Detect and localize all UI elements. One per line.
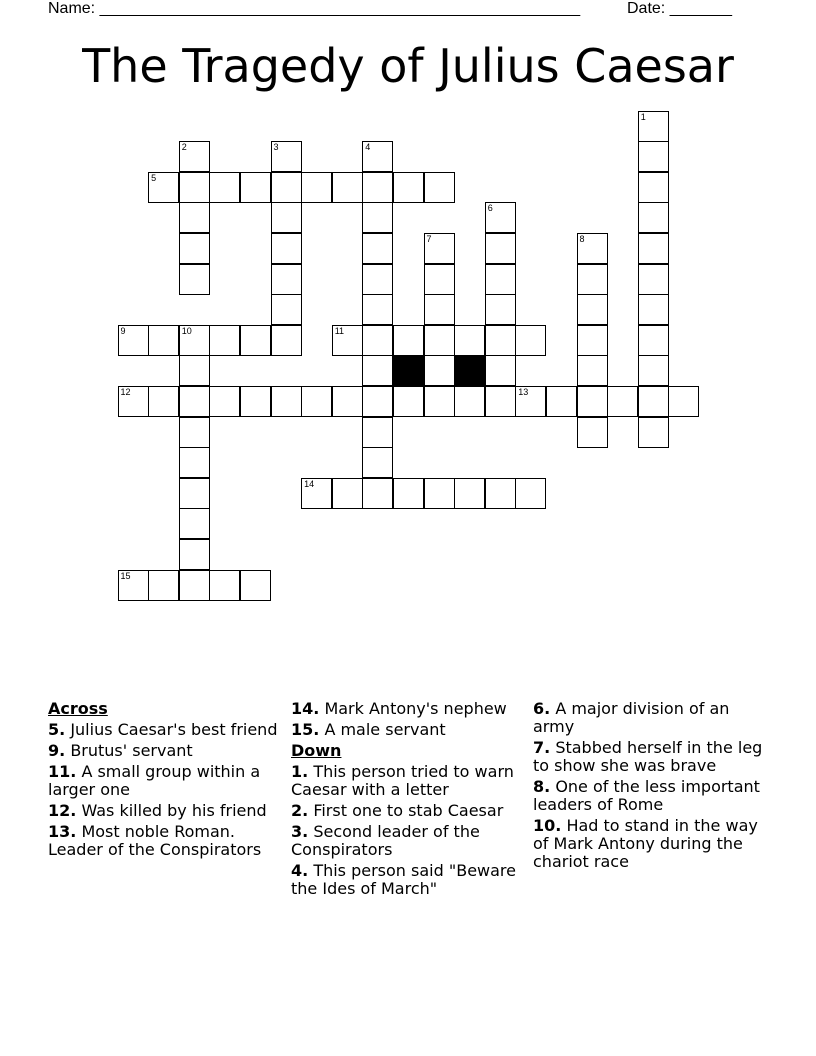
grid-cell[interactable] [577,264,608,295]
clue-down-4: 4. This person said "Beware the Ides of March" [291,861,516,898]
grid-cell[interactable] [179,355,210,386]
grid-cell[interactable] [240,325,271,356]
grid-cell[interactable] [271,141,302,172]
grid-cell[interactable] [638,355,669,386]
grid-cell[interactable] [209,570,240,601]
grid-cell[interactable] [148,570,179,601]
grid-cell[interactable] [179,325,210,356]
clue-down-2: 2. First one to stab Caesar [291,801,504,820]
clue-down-1: 1. This person tried to warn Caesar with a letter [291,762,514,799]
grid-cell[interactable] [424,386,455,417]
grid-cell[interactable] [424,478,455,509]
grid-cell[interactable] [209,325,240,356]
grid-cell[interactable] [454,325,485,356]
grid-cell[interactable] [179,570,210,601]
grid-cell[interactable] [607,386,638,417]
grid-cell[interactable] [454,478,485,509]
clue-across-9: 9. Brutus' servant [48,741,193,760]
clue-down-8: 8. One of the less important leaders of Rome [533,777,760,814]
grid-cell[interactable] [362,202,393,233]
across-heading: Across [48,699,108,718]
grid-cell[interactable] [638,172,669,203]
grid-cell[interactable] [148,386,179,417]
date-field[interactable]: Date: _______ [627,0,732,17]
down-heading: Down [291,741,342,760]
clue-across-12: 12. Was killed by his friend [48,801,267,820]
clue-column-3 [533,700,769,874]
grid-cell[interactable] [209,386,240,417]
grid-cell[interactable] [362,417,393,448]
clue-number: 2 [181,142,187,153]
grid-cell[interactable] [424,355,455,386]
grid-cell[interactable] [638,141,669,172]
grid-cell[interactable] [271,172,302,203]
grid-cell[interactable] [332,172,363,203]
grid-cell[interactable] [179,264,210,295]
grid-cell[interactable] [362,172,393,203]
clue-down-10: 10. Had to stand in the way of Mark Antony during the chariot race [533,816,758,871]
clue-number: 12 [120,386,131,397]
grid-cell[interactable] [362,294,393,325]
name-field[interactable]: Name: ______________________________________________________ [48,0,581,17]
grid-cell[interactable] [301,478,332,509]
grid-cell[interactable] [179,233,210,264]
grid-cell[interactable] [515,386,546,417]
grid-cell[interactable] [424,172,455,203]
grid-cell[interactable] [332,325,363,356]
grid-cell[interactable] [638,233,669,264]
clue-column-2 [291,700,527,901]
grid-cell[interactable] [301,386,332,417]
grid-cell[interactable] [485,233,516,264]
clue-across-13: 13. Most noble Roman. Leader of the Conspirators [48,822,262,859]
grid-cell[interactable] [638,294,669,325]
clue-down-7: 7. Stabbed herself in the leg to show she was brave [533,738,763,775]
grid-cell[interactable] [362,264,393,295]
grid-cell[interactable] [577,294,608,325]
grid-cell[interactable] [240,570,271,601]
clue-number: 13 [518,386,529,397]
grid-cell[interactable] [362,233,393,264]
grid-cell[interactable] [577,233,608,264]
grid-cell[interactable] [271,264,302,295]
grid-cell[interactable] [118,570,149,601]
grid-cell[interactable] [271,233,302,264]
grid-cell[interactable] [148,325,179,356]
grid-cell[interactable] [577,355,608,386]
grid-cell[interactable] [362,325,393,356]
grid-cell[interactable] [424,294,455,325]
black-cell [454,355,485,386]
grid-cell[interactable] [424,325,455,356]
clue-across-14: 14. Mark Antony's nephew [291,699,507,718]
grid-cell[interactable] [485,294,516,325]
grid-cell[interactable] [271,386,302,417]
grid-cell[interactable] [454,386,485,417]
clue-across-15: 15. A male servant [291,720,446,739]
grid-cell[interactable] [515,478,546,509]
grid-cell[interactable] [393,325,424,356]
black-cell [393,355,424,386]
grid-cell[interactable] [638,264,669,295]
clue-number: 8 [579,233,585,244]
grid-cell[interactable] [515,325,546,356]
grid-cell[interactable] [424,264,455,295]
grid-cell[interactable] [240,386,271,417]
clue-number: 9 [120,325,126,336]
grid-cell[interactable] [240,172,271,203]
clue-down-3: 3. Second leader of the Conspirators [291,822,480,859]
grid-cell[interactable] [362,141,393,172]
grid-cell[interactable] [179,172,210,203]
grid-cell[interactable] [362,355,393,386]
grid-cell[interactable] [209,172,240,203]
grid-cell[interactable] [485,478,516,509]
clue-number: 3 [273,142,279,153]
grid-cell[interactable] [393,172,424,203]
grid-cell[interactable] [638,325,669,356]
grid-cell[interactable] [332,478,363,509]
clue-column-1 [48,700,278,862]
grid-cell[interactable] [546,386,577,417]
grid-cell[interactable] [638,111,669,142]
grid-cell[interactable] [638,417,669,448]
grid-cell[interactable] [118,325,149,356]
grid-cell[interactable] [332,386,363,417]
grid-cell[interactable] [179,386,210,417]
grid-cell[interactable] [577,325,608,356]
grid-cell[interactable] [301,172,332,203]
page-title: The Tragedy of Julius Caesar [82,39,734,93]
grid-cell[interactable] [638,202,669,233]
clue-number: 1 [640,111,646,122]
grid-cell[interactable] [271,202,302,233]
clue-number: 5 [151,172,157,183]
grid-cell[interactable] [577,417,608,448]
grid-cell[interactable] [179,539,210,570]
clue-number: 7 [426,233,432,244]
clue-number: 4 [365,142,371,153]
clue-number: 14 [304,478,315,489]
grid-cell[interactable] [393,386,424,417]
grid-cell[interactable] [179,417,210,448]
clue-across-11: 11. A small group within a larger one [48,762,261,799]
grid-cell[interactable] [271,325,302,356]
grid-cell[interactable] [362,447,393,478]
clue-number: 10 [181,325,192,336]
grid-cell[interactable] [485,325,516,356]
grid-cell[interactable] [118,386,149,417]
clue-number: 15 [120,570,131,581]
clue-down-6: 6. A major division of an army [533,699,730,736]
grid-cell[interactable] [148,172,179,203]
grid-cell[interactable] [179,202,210,233]
grid-cell[interactable] [577,386,608,417]
grid-cell[interactable] [485,264,516,295]
grid-cell[interactable] [668,386,699,417]
grid-cell[interactable] [424,233,455,264]
grid-cell[interactable] [485,202,516,233]
grid-cell[interactable] [393,478,424,509]
grid-cell[interactable] [179,447,210,478]
grid-cell[interactable] [362,386,393,417]
grid-cell[interactable] [638,386,669,417]
grid-cell[interactable] [179,478,210,509]
grid-cell[interactable] [271,294,302,325]
grid-cell[interactable] [362,478,393,509]
clue-across-5: 5. Julius Caesar's best friend [48,720,278,739]
grid-cell[interactable] [179,508,210,539]
clue-number: 11 [334,325,345,336]
grid-cell[interactable] [485,386,516,417]
grid-cell[interactable] [179,141,210,172]
grid-cell[interactable] [485,355,516,386]
clue-number: 6 [487,203,493,214]
